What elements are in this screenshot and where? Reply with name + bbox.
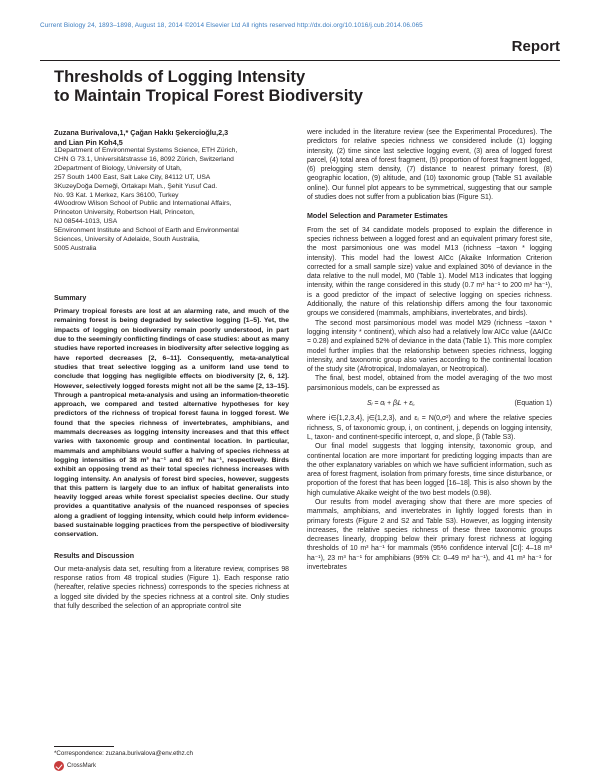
header-rule — [40, 60, 560, 61]
affiliation-line: 2Department of Biology, University of Utah, — [54, 164, 182, 172]
title-line-1: Thresholds of Logging Intensity — [54, 68, 306, 86]
paragraph-model-averaging: Our results from model averaging show that there are more species of mammals, amphibians, and invertebrates in lightly logged forests than in primary forests (Figure 2 and S2 and Table S3). However, as logging intensity increases, the relative species richness of these three taxonomic groups decreases linearly, dropping below their primary forest richness at logging thresholds of 10 m³ ha⁻¹ for mammals (95% confidence interval [CI]: 4–18 m³ ha⁻¹), 23 m³ ha⁻¹ for amphibians (95% CI: 0–49 m³ ha⁻¹), and 41 m³ ha⁻¹ for invertebrates — [307, 498, 552, 572]
equation-expression: Sᵢ = αᵢ + βᵢL + εᵢ, — [367, 400, 416, 408]
footnote-rule — [54, 746, 114, 747]
affiliation-line: 5Environment Institute and School of Earth and Environmental — [54, 227, 239, 235]
results-text: Our meta-analysis data set, resulting from a literature review, comprises 98 response ratios from 48 tropical studies (Figure 1). Each response ratio (hereafter, relative species richness) corresponds to the species richness at a logged site divided by the species richness at a control site. Only studies that fully described the selection of an appropriate control site — [54, 565, 289, 611]
equation-label: (Equation 1) — [514, 400, 552, 408]
paragraph-final-model-suggests: Our final model suggests that logging intensity, taxonomic group, and continental location are more important for predicting logging impacts than are the other explanatory variables on which we have sufficient information, such as area of forest fragment, isolation from primary forests, time since disturbance, or proportion of the forest that has been logged [16–18]. This is also shown by the high cumulative Akaike weight of the two best models (0.98). — [307, 443, 552, 497]
correspondence-footnote: *Correspondence: zuzana.burivalova@env.ethz.ch — [54, 750, 193, 757]
model-selection-heading: Model Selection and Parameter Estimates — [307, 212, 448, 221]
journal-citation: Current Biology 24, 1893–1898, August 18, 2014 ©2014 Elsevier Ltd All rights reserved http://dx.doi.org/10.1016/j.cub.2014.06.065 — [40, 22, 423, 29]
crossmark-label: CrossMark — [67, 763, 97, 769]
paragraph-final-model: The final, best model, obtained from the model averaging of the two most parsimonious models, can be expressed as — [307, 375, 552, 392]
paragraph-equation-terms: where i∈{1,2,3,4}, j∈{1,2,3}, and εᵢ = N(0,σ²) and where the relative species richness, S, of taxonomic group, i, on continent, j, depends on logging intensity, L, taxon- and continent-specific intercept, α, and slope, β (Table S3). — [307, 415, 552, 441]
affiliations — [54, 147, 289, 254]
affiliation-line: Princeton University, Robertson Hall, Princeton, — [54, 209, 195, 217]
right-column — [307, 128, 552, 572]
affiliation-line: Sciences, University of Adelaide, South Australia, — [54, 236, 200, 244]
paragraph-models: From the set of 34 candidate models proposed to explain the difference in species richness between a logged forest and an equivalent primary forest site, the most parsimonious one was model M13 (richness ~taxon * logging intensity). This model had the lowest AICc (Akaike Information Criterion corrected for a small sample size) value and explained 30% of deviance in the data relative to the null model, M0 (Table 1). Model M13 indicates that logging intensity, within the range considered in this study (0.7 m³ ha⁻¹ to 200 m³ ha⁻¹), is a good predictor of the impact of selective logging on species richness. Additionally, the nature of this relationship differs among the four taxonomic groups we considered (mammals, amphibians, invertebrates, and birds). — [307, 226, 552, 318]
affiliation-line: 3KuzeyDoğa Derneği, Ortakapı Mah., Şehit Yusuf Cad. — [54, 182, 218, 190]
author-line-2: and Lian Pin Koh4,5 — [54, 137, 123, 147]
affiliation-line: 257 South 1400 East, Salt Lake City, 84112 UT, USA — [54, 173, 211, 181]
affiliation-line: 5005 Australia — [54, 244, 97, 252]
crossmark-icon — [54, 761, 64, 771]
affiliation-line: NJ 08544-1013, USA — [54, 218, 118, 226]
results-heading: Results and Discussion — [54, 551, 135, 560]
paragraph-second-model: The second most parsimonious model was model M29 (richness ~taxon * logging intensity * continent), which also had a relatively low AICc value (ΔAICc = 0.28) and explained 52% of deviance in the data (Table 1). This more complex model further implies that the relationship between species richness, logging intensity, and taxonomic group also varies according to the continental location of the study site (Afrotropical, Indomalayan, or Neotropical). — [307, 319, 552, 374]
author-line-1: Zuzana Burivalova,1,* Çağan Hakkı Şekercioğlu,2,3 — [54, 128, 229, 137]
left-column — [54, 128, 289, 611]
title-line-2: to Maintain Tropical Forest Biodiversity — [54, 87, 363, 105]
summary-text: Primary tropical forests are lost at an alarming rate, and much of the remaining forest is being degraded by selective logging [1–5]. Yet, the impacts of logging on biodiversity remain poorly understood, in part due to the seemingly conflicting findings of case studies: about as many studies have reported increases in biodiversity after selective logging as have reported decreases [2, 6–11]. Consequently, meta-analytical studies that treat selective logging as a uniform land use tend to conclude that logging has negligible effects on biodiversity [2, 6, 12]. However, selectively logged forests might not all be the same [2, 13–15]. Through a pantropical meta-analysis and using an information-theoretic approach, we compared and tested alternative hypotheses for key predictors of the richness of tropical forest fauna in logged forest. We found that the species richness of invertebrates, amphibians, and mammals decreases as logging intensity increases and that this effect varies with taxonomic group and continental location. In particular, mammals and amphibians would suffer a halving of species richness at logging intensities of 38 m³ ha⁻¹ and 63 m³ ha⁻¹, respectively. Birds exhibit an opposing trend as their total species richness increases with logging intensity. An analysis of forest bird species, however, suggests that this pattern is largely due to an influx of habitat generalists into heavily logged areas while forest specialist species decline. Our study provides a quantitative analysis of the nuanced responses of species along a gradient of logging intensity, which could help inform evidence-based sustainable logging practices from the perspective of biodiversity conservation. — [54, 308, 289, 539]
affiliation-line: 1Department of Environmental Systems Science, ETH Zürich, — [54, 147, 238, 154]
affiliation-line: CHN G 73.1, Universitätstrasse 16, 8092 Zürich, Switzerland — [54, 155, 234, 163]
page-title — [54, 68, 363, 106]
article-type-label: Report — [511, 38, 560, 55]
affiliation-line: No. 93 Kat. 1 Merkez, Kars 36100, Turkey — [54, 191, 179, 199]
equation-1 — [307, 399, 552, 408]
affiliation-line: 4Woodrow Wilson School of Public and International Affairs, — [54, 200, 232, 208]
summary-heading: Summary — [54, 293, 87, 302]
crossmark-badge[interactable] — [54, 760, 106, 772]
paragraph-predictors: were included in the literature review (see the Experimental Procedures). The predictors for relative species richness we considered include (1) logging intensity, (2) time since last selective logging event, (3) area of logged forest parcel, (4) total area of forest fragment, (5) proportion of forest fragment logged, (6) prelogging stem density, (7) distance to nearest primary forest, (8) geographic location, (9) altitude, and (10) taxonomic group (Table S1 available online). Our funnel plot appears to be symmetrical, suggesting that our sample of studies does not suffer from a publication bias (Figure S1). — [307, 129, 552, 202]
author-list — [54, 128, 289, 147]
